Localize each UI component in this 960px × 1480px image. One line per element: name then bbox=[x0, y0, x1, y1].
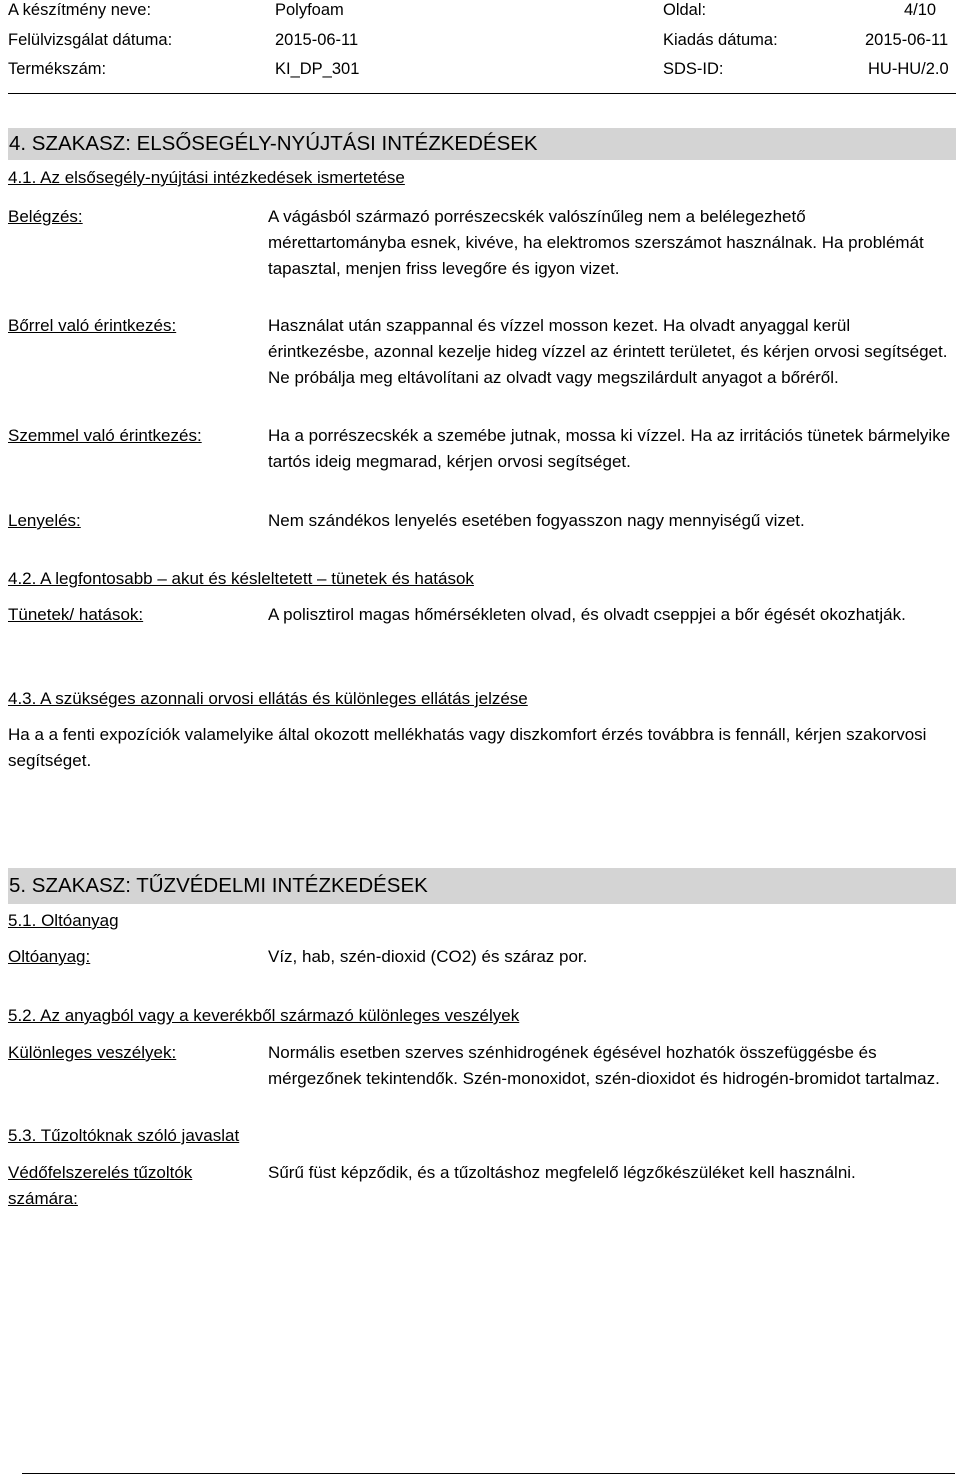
section-5-title: 5. SZAKASZ: TŰZVÉDELMI INTÉZKEDÉSEK bbox=[8, 868, 956, 904]
header-divider bbox=[8, 93, 956, 94]
section-5-3-title: 5.3. Tűzoltóknak szóló javaslat bbox=[8, 1126, 240, 1145]
header-issue-date-label: Kiadás dátuma: bbox=[663, 31, 778, 49]
section-4-1-title: 4.1. Az elsősegély-nyújtási intézkedések ismertetése bbox=[8, 168, 405, 187]
skin-contact-label: Bőrrel való érintkezés: bbox=[8, 316, 177, 335]
section-5-2-title: 5.2. Az anyagból vagy a keverékből származó különleges veszélyek bbox=[8, 1006, 520, 1025]
header-product-number-value: KI_DP_301 bbox=[275, 60, 360, 78]
protective-equipment-text: Sűrű füst képződik, és a tűzoltáshoz megfelelő légzőkészüléket kell használni. bbox=[268, 1163, 856, 1182]
medical-attention-text: Ha a a fenti expozíciók valamelyike által okozott mellékhatás vagy diszkomfort érzés továbbra is fennáll, kérjen szakorvosi segítséget. bbox=[8, 725, 927, 770]
header-sds-id-label: SDS-ID: bbox=[663, 60, 724, 78]
inhalation-text: A vágásból származó porrészecskék valószínűleg nem a belélegezhető mérettartományba esnek, kivéve, ha elektromos szerszámot használnak. Ha problémát tapasztal, menjen friss levegőre és igyon vizet. bbox=[268, 207, 924, 278]
header-product-name-value: Polyfoam bbox=[275, 1, 344, 19]
footer-divider bbox=[22, 1473, 955, 1474]
section-4-title: 4. SZAKASZ: ELSŐSEGÉLY-NYÚJTÁSI INTÉZKEDÉSEK bbox=[8, 128, 956, 160]
header-product-name-label: A készítmény neve: bbox=[8, 1, 152, 19]
inhalation-label: Belégzés: bbox=[8, 207, 83, 226]
special-hazards-text: Normális esetben szerves szénhidrogének égésével hozhatók összefüggésbe és mérgezőnek tekintendők. Szén-monoxidot, szén-dioxidot és hidrogén-bromidot tartalmaz. bbox=[268, 1043, 940, 1088]
header-revision-date-label: Felülvizsgálat dátuma: bbox=[8, 31, 173, 49]
header-revision-date-value: 2015-06-11 bbox=[275, 31, 359, 49]
header-sds-id-value: HU-HU/2.0 bbox=[868, 60, 949, 78]
ingestion-label: Lenyelés: bbox=[8, 511, 81, 530]
section-4-3-title: 4.3. A szükséges azonnali orvosi ellátás és különleges ellátás jelzése bbox=[8, 689, 528, 708]
header-issue-date-value: 2015-06-11 bbox=[865, 31, 949, 49]
header-page-label: Oldal: bbox=[663, 1, 707, 19]
eye-contact-text: Ha a porrészecskék a szemébe jutnak, mossa ki vízzel. Ha az irritációs tünetek bármelyike tartós ideig megmarad, kérjen orvosi segítséget. bbox=[268, 426, 951, 471]
header-page-value: 4/10 bbox=[904, 1, 937, 19]
extinguishing-media-text: Víz, hab, szén-dioxid (CO2) és száraz por. bbox=[268, 947, 588, 966]
ingestion-text: Nem szándékos lenyelés esetében fogyasszon nagy mennyiségű vizet. bbox=[268, 511, 805, 530]
symptoms-text: A polisztirol magas hőmérsékleten olvad, és olvadt cseppjei a bőr égését okozhatják. bbox=[268, 605, 906, 624]
eye-contact-label: Szemmel való érintkezés: bbox=[8, 426, 202, 445]
section-4-2-title: 4.2. A legfontosabb – akut és késleltetett – tünetek és hatások bbox=[8, 569, 474, 588]
protective-equipment-label: Védőfelszerelés tűzoltók számára: bbox=[8, 1163, 193, 1208]
skin-contact-text: Használat után szappannal és vízzel mosson kezet. Ha olvadt anyaggal kerül érintkezésbe, azonnal kezelje hideg vízzel az érintett területet, és kérjen orvosi segítséget. Ne próbálja meg eltávolítani az olvadt vagy megszilárdult anyagot a bőréről. bbox=[268, 316, 948, 387]
extinguishing-media-label: Oltóanyag: bbox=[8, 947, 91, 966]
symptoms-label: Tünetek/ hatások: bbox=[8, 605, 144, 624]
special-hazards-label: Különleges veszélyek: bbox=[8, 1043, 177, 1062]
section-5-1-title: 5.1. Oltóanyag bbox=[8, 911, 119, 930]
header-product-number-label: Termékszám: bbox=[8, 60, 107, 78]
